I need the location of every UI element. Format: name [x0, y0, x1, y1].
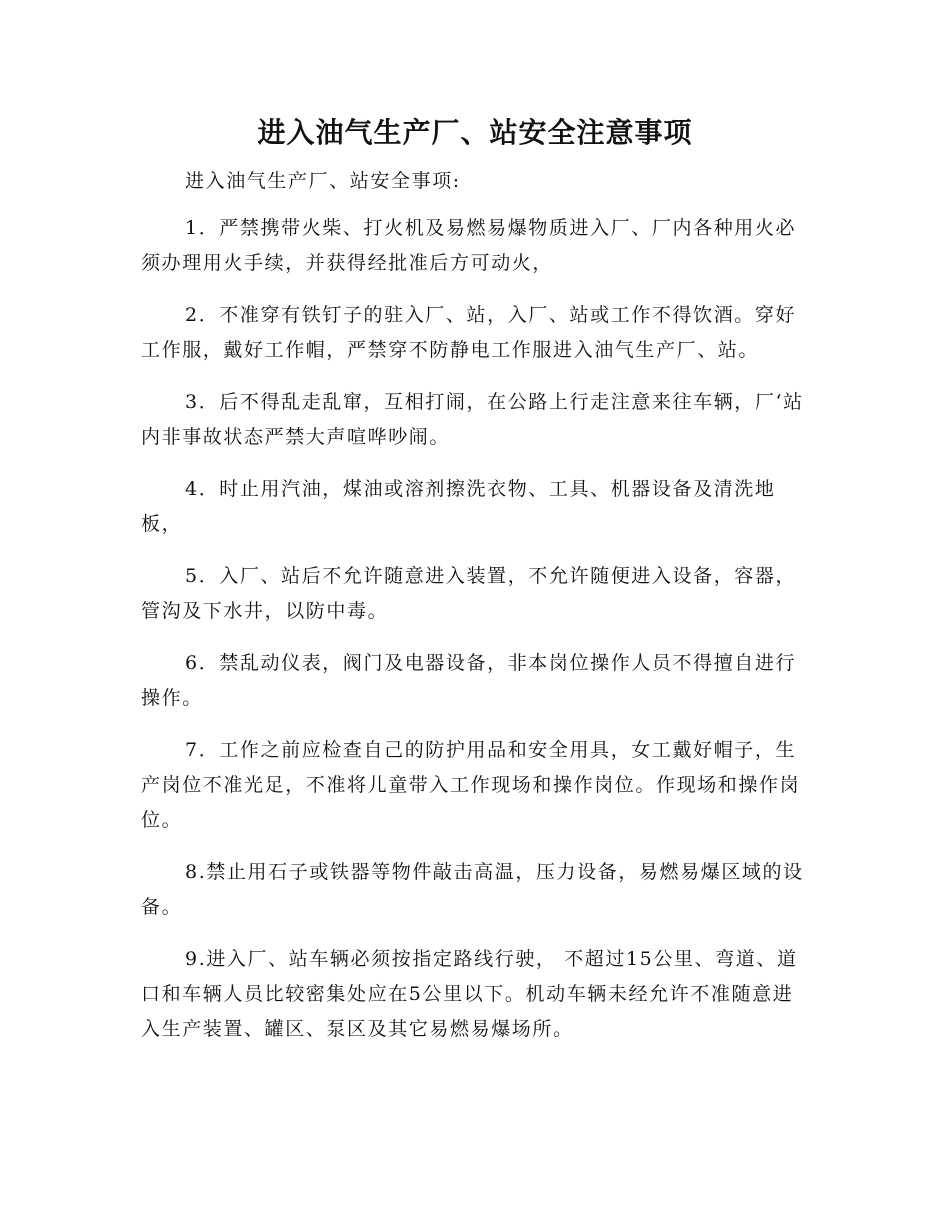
rule-item-2: 2．不准穿有铁钉子的驻入厂、站，入厂、站或工作不得饮酒。穿好工作服，戴好工作帽，严禁穿不防静电工作服进入油气生产厂、站。	[141, 304, 797, 361]
rule-item-8: 8.禁止用石子或铁器等物件敲击高温，压力设备，易燃易爆区域的设备。	[141, 861, 804, 918]
rule-item-1: 1．严禁携带火柴、打火机及易燃易爆物质进入厂、厂内各种用火必须办理用火手续，并获得经批准后方可动火，	[141, 217, 797, 274]
rule-item-5: 5．入厂、站后不允许随意进入装置，不允许随便进入设备，容器，管沟及下水井，以防中毒。	[141, 565, 797, 622]
intro-paragraph: 进入油气生产厂、站安全事项:	[185, 170, 461, 192]
rule-item-9: 9.进入厂、站车辆必须按指定路线行驶， 不超过15公里、弯道、道口和车辆人员比较密集处应在5公里以下。机动车辆未经允许不准随意进入生产装置、罐区、泵区及其它易燃易爆场所。	[141, 948, 798, 1040]
document-title: 进入油气生产厂、站安全注意事项	[257, 116, 693, 149]
document-page	[141, 112, 809, 1064]
rule-item-4: 4．时止用汽油，煤油或溶剂擦洗衣物、工具、机器设备及清洗地板，	[141, 478, 776, 535]
rule-item-6: 6．禁乱动仪表，阀门及电器设备，非本岗位操作人员不得擅自进行操作。	[141, 652, 797, 709]
rule-item-3: 3．后不得乱走乱窜，互相打闹，在公路上行走注意来往车辆，厂‘站内非事故状态严禁大声喧哗吵闹。	[141, 391, 804, 448]
rule-item-7: 7．工作之前应检查自己的防护用品和安全用具，女工戴好帽子，生产岗位不准光足，不准将儿童带入工作现场和操作岗位。作现场和操作岗位。	[141, 739, 801, 831]
